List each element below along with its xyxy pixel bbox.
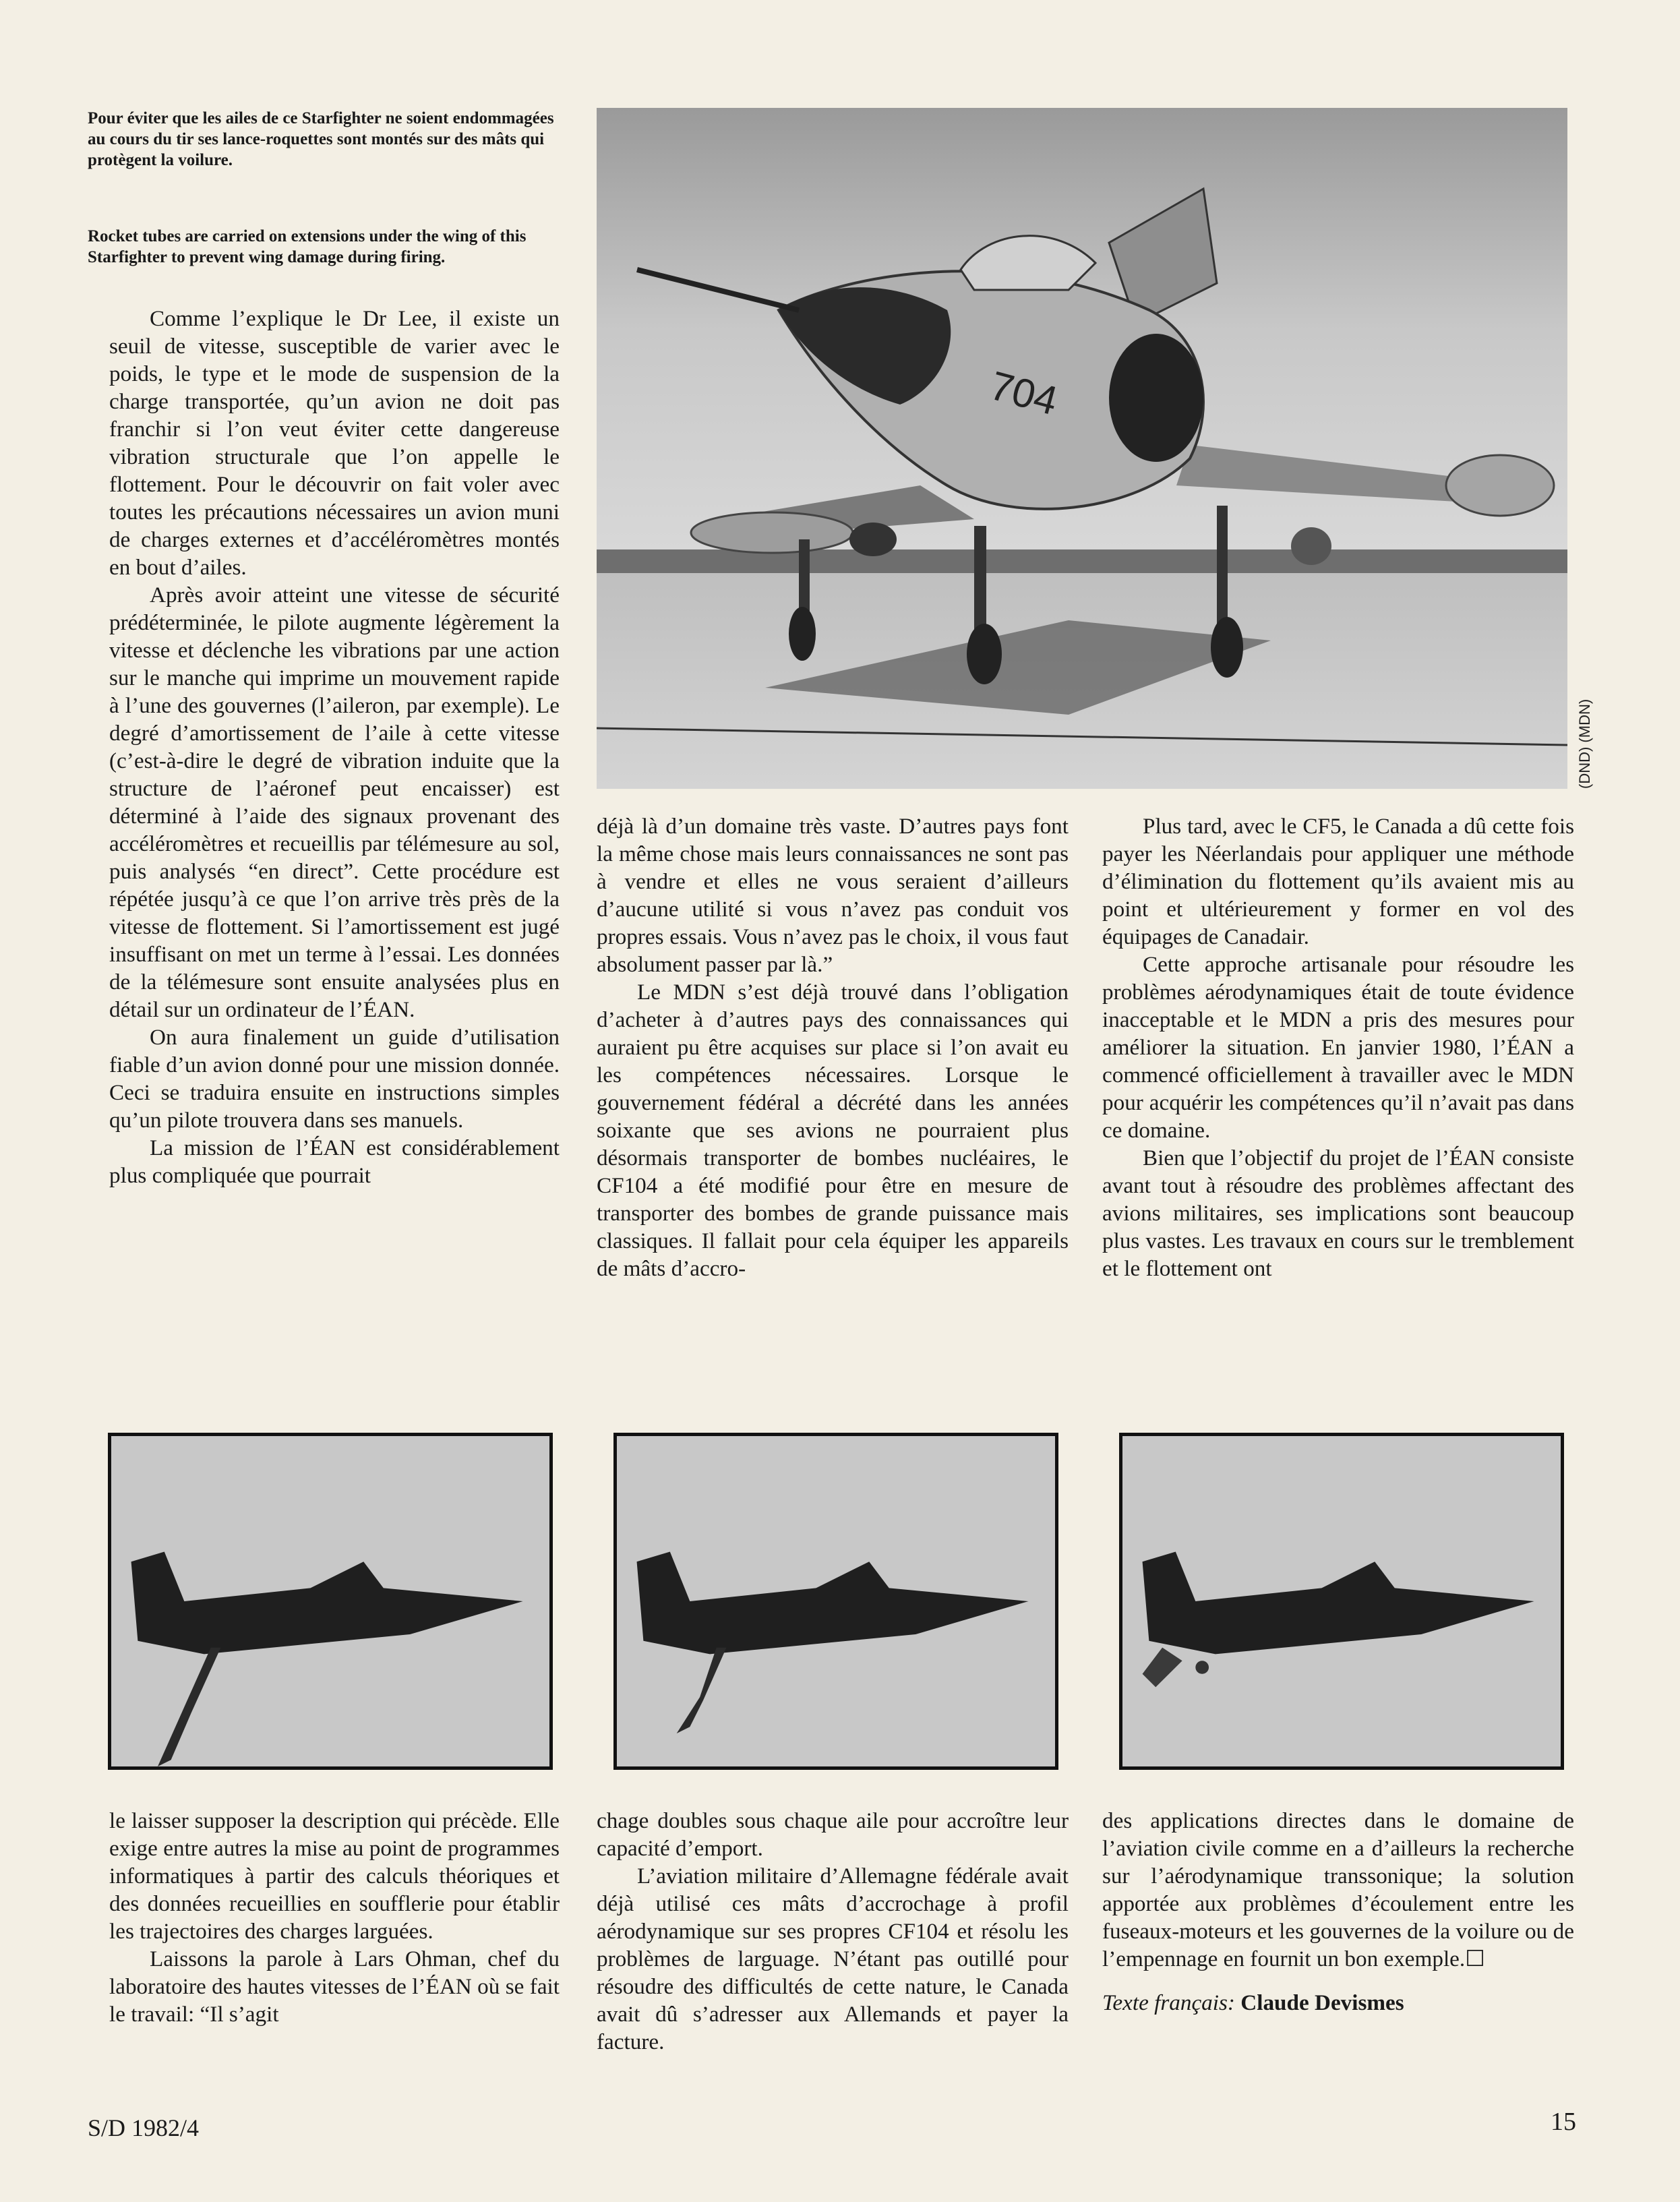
paragraph: Le MDN s’est déjà trouvé dans l’obligation d’acheter à d’autres pays des connaissances qui auraient pu être acquises sur place si l’on avait eu les compétences nécessaires. Lorsque le gouvernement fédéral a décrété dans les années soixante que ses avions ne pourraient plus désormais transporter de bombes nucléaires, le CF104 a été modifié pour être en mesure de transporter des bombes de grande puissance mais classiques. Il fallait pour cela équiper les appareils de mâts d’accro-: [597, 980, 1069, 1281]
flight-photo-1: [108, 1433, 553, 1770]
aircraft-number: 704: [985, 362, 1062, 424]
flight-photo-2: [613, 1433, 1058, 1770]
column-1-top: [109, 305, 560, 1189]
paragraph: Après avoir atteint une vitesse de sécurité prédéterminée, le pilote augmente légèrement la vitesse et déclenche les vibrations par une action sur le manche qui imprime un mouvement rapide à l’une des gouvernes (l’aileron, par exemple). Le degré d’amortissement de l’aile à cette vitesse (c’est-à-dire le degré de vibration induite que la structure de l’aéronef peut encaisser) est déterminé à l’aide des signaux provenant des accéléromètres et recueillis par télémesure au sol, puis analysés “en direct”. Cette procédure est répétée jusqu’à ce que l’on arrive très près de la vitesse de flottement. Si l’amortissement est jugé insuffisant on met un terme à l’essai. Les données de la télémesure sont ensuite analysées plus en détail sur un ordinateur de l’ÉAN.: [109, 583, 560, 1022]
issue-label: S/D 1982/4: [88, 2114, 200, 2141]
paragraph: Comme l’explique le Dr Lee, il existe un seuil de vitesse, susceptible de varier avec le poids, le type et le mode de suspension de la charge transportée, qu’un avion ne doit pas franchir si l’on veut éviter cette dangereuse vibration structurale que l’on appelle le flottement. Pour le découvrir on fait voler avec toutes les précautions nécessaires un avion muni de charges externes et d’accéléromètres montés en bout d’ailes.: [109, 306, 560, 580]
caption-english: Rocket tubes are carried on extensions under the wing of this Starfighter to prevent wing damage during firing.: [88, 227, 527, 266]
paragraph: On aura finalement un guide d’utilisation fiable d’un avion donné pour une mission donnée. Ceci se traduira ensuite en instructions simples qu’un pilote trouvera dans ses manuels.: [109, 1025, 560, 1133]
column-2-bottom: [597, 1807, 1069, 2056]
column-2-top: [597, 812, 1069, 1282]
signature-author: Claude Devismes: [1240, 1990, 1404, 2015]
caption-french: Pour éviter que les ailes de ce Starfighter ne soient endommagées au cours du tir ses lance-roquettes sont montés sur des mâts qui protègent la voilure.: [88, 109, 554, 169]
column-1-bottom: [109, 1807, 560, 2028]
flight-photo-3: [1119, 1433, 1564, 1770]
paragraph: chage doubles sous chaque aile pour accroître leur capacité d’emport.: [597, 1808, 1069, 1861]
paragraph: Laissons la parole à Lars Ohman, chef du laboratoire des hautes vitesses de l’ÉAN où se fait le travail: “Il s’agit: [109, 1946, 560, 2027]
paragraph: La mission de l’ÉAN est considérablement plus compliquée que pourrait: [109, 1135, 560, 1188]
paragraph: L’aviation militaire d’Allemagne fédérale avait déjà utilisé ces mâts d’accrochage à profil aérodynamique sur ses propres CF104 et résolu les problèmes de larguage. N’étant pas outillé pour résoudre des difficultés de cette nature, le Canada avait dû s’adresser aux Allemands et payer la facture.: [597, 1864, 1069, 2054]
starfighter-photo: [597, 108, 1567, 789]
paragraph: Cette approche artisanale pour résoudre les problèmes aérodynamiques était de toute évidence inacceptable et le MDN a pris des mesures pour améliorer la situation. En janvier 1980, l’ÉAN a commencé officiellement à travailler avec le MDN pour acquérir les compétences qu’il n’avait pas dans ce domaine.: [1102, 952, 1574, 1143]
paragraph: des applications directes dans le domaine de l’aviation civile comme en a d’ailleurs la recherche sur l’aérodynamique transsonique; la solution apportée aux problèmes d’écoulement entre les fuseaux-moteurs et les gouvernes de la voilure ou de l’empennage en fournit un bon exemple.☐: [1102, 1808, 1574, 1971]
paragraph: le laisser supposer la description qui précède. Elle exige entre autres la mise au point de programmes informatiques à partir des calculs théoriques et des données recueillies en soufflerie pour établir les trajectoires des charges larguées.: [109, 1808, 560, 1944]
signature: [1102, 1989, 1574, 2017]
signature-label: Texte français:: [1102, 1990, 1235, 2015]
column-3-top: [1102, 812, 1574, 1282]
column-3-bottom: [1102, 1807, 1574, 2017]
paragraph: Plus tard, avec le CF5, le Canada a dû cette fois payer les Néerlandais pour appliquer une méthode d’élimination du flottement qu’ils avaient mis au point et ultérieurement y former en vol des équipages de Canadair.: [1102, 814, 1574, 949]
page-number: 15: [1551, 2108, 1576, 2136]
photo-credit: (DND) (MDN): [1576, 698, 1593, 789]
paragraph: déjà là d’un domaine très vaste. D’autres pays font la même chose mais leurs connaissances ne sont pas à vendre et elles ne vous seraient d’ailleurs d’aucune utilité si vous n’avez pas conduit vos propres essais. Vous n’avez pas le choix, il vous faut absolument passer par là.”: [597, 814, 1069, 977]
paragraph: Bien que l’objectif du projet de l’ÉAN consiste avant tout à résoudre des problèmes affectant des avions militaires, ses implications sont beaucoup plus vastes. Les travaux en cours sur le tremblement et le flottement ont: [1102, 1145, 1574, 1281]
